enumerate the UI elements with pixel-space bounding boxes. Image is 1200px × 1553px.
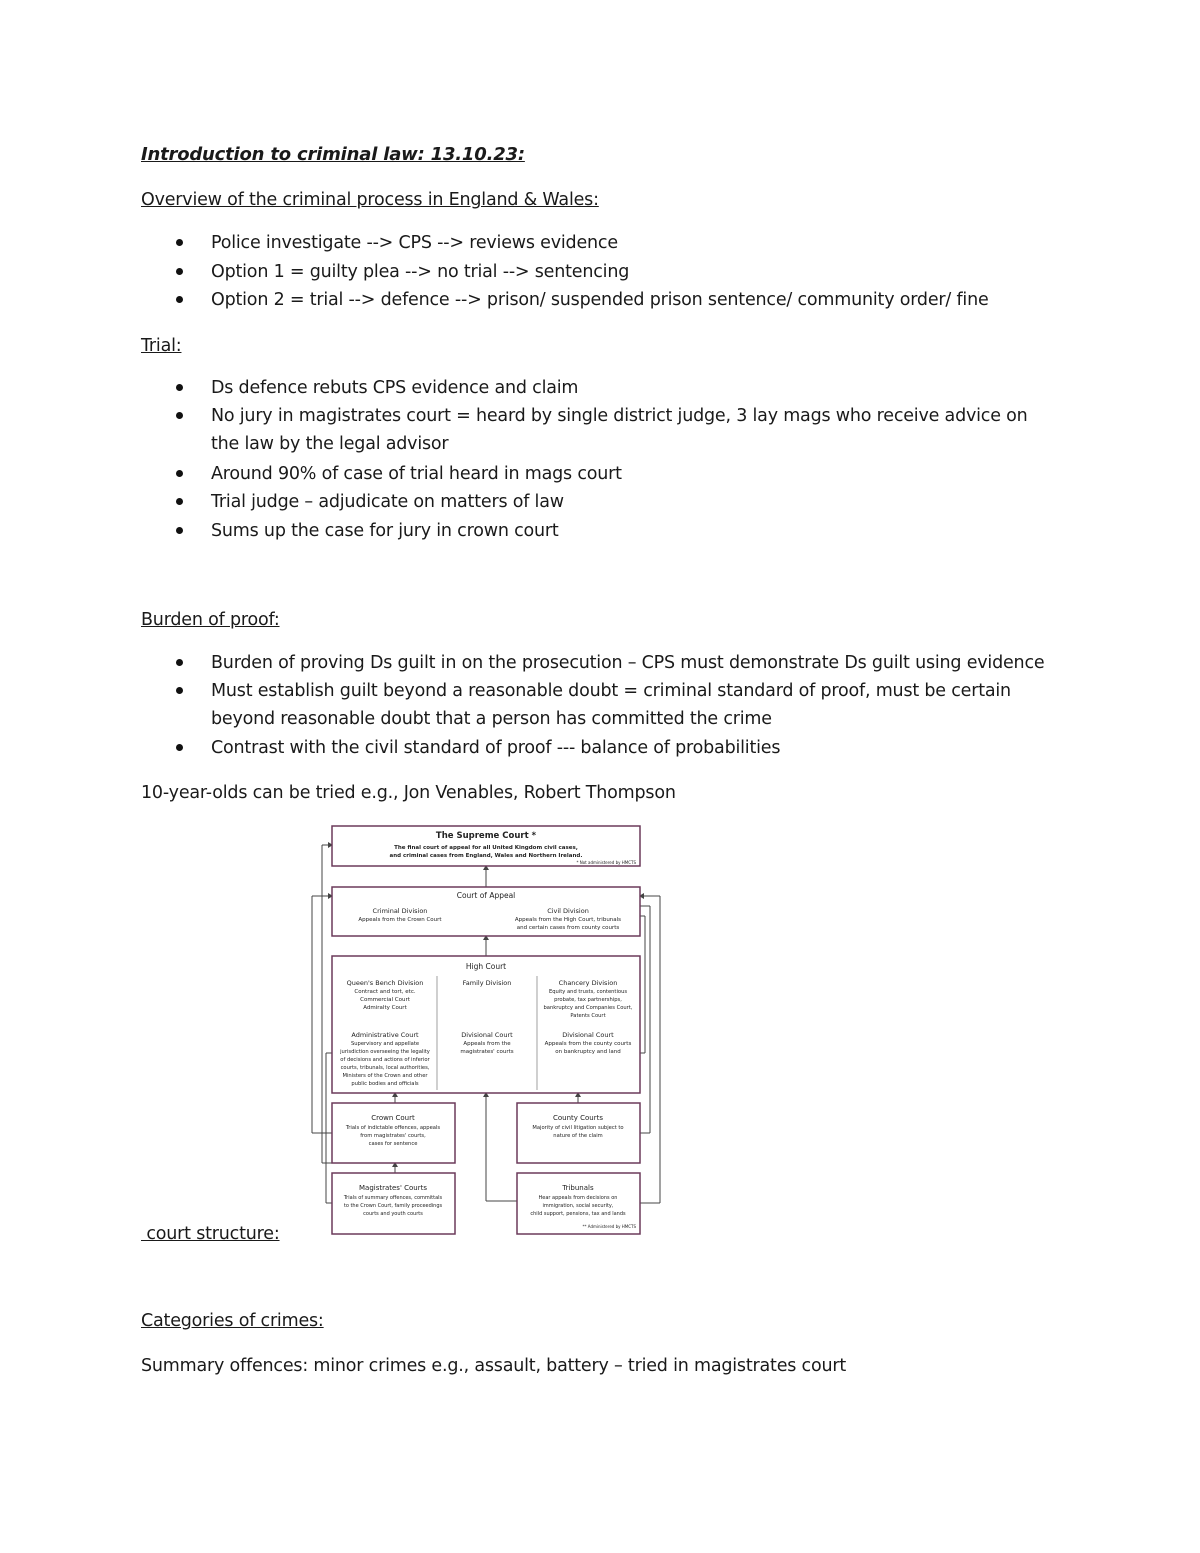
divisional-court-family-line: Appeals from the — [463, 1041, 511, 1047]
administrative-court-line: Ministers of the Crown and other — [342, 1073, 428, 1079]
crown-court-title: Crown Court — [371, 1114, 415, 1122]
trial-item-4: Trial judge – adjudicate on matters of law — [211, 492, 564, 512]
trial-item-5: Sums up the case for jury in crown court — [211, 521, 559, 541]
qbd-line: Commercial Court — [360, 997, 410, 1003]
supreme-court-line: and criminal cases from England, Wales and Northern Ireland. — [389, 853, 583, 859]
page-title: Introduction to criminal law: 13.10.23: — [141, 144, 525, 165]
chancery-line: probate, tax partnerships, — [554, 997, 622, 1003]
burden-item-2: Must establish guilt beyond a reasonable doubt = criminal standard of proof, must be certain — [211, 681, 1011, 701]
magistrates-courts-line: Trials of summary offences, committals — [343, 1195, 443, 1201]
divisional-court-chancery-line: Appeals from the county courts — [544, 1041, 632, 1047]
divisional-court-family-title: Divisional Court — [461, 1031, 513, 1039]
administrative-court-title: Administrative Court — [351, 1031, 419, 1039]
divisional-court-chancery-title: Divisional Court — [562, 1031, 614, 1039]
county-courts-title: County Courts — [552, 1114, 604, 1122]
supreme-court-note: * Not administered by HMCTS — [576, 860, 636, 865]
administrative-court-line: public bodies and officials — [351, 1081, 419, 1087]
court-structure-diagram — [300, 818, 670, 1238]
county-courts-line: nature of the claim — [553, 1133, 603, 1139]
magistrates-courts-title: Magistrates' Courts — [358, 1184, 428, 1192]
county-courts-line: Majority of civil litigation subject to — [532, 1125, 624, 1131]
supreme-court-title: The Supreme Court * — [435, 831, 537, 841]
bullet — [176, 412, 183, 419]
bullet — [176, 239, 183, 246]
supreme-court-line: The final court of appeal for all United Kingdom civil cases, — [394, 845, 578, 851]
criminal-division-text: Appeals from the Crown Court — [358, 917, 442, 923]
chancery-division-title: Chancery Division — [558, 979, 618, 987]
qbd-title: Queen's Bench Division — [346, 979, 424, 987]
civil-division-title: Civil Division — [547, 907, 589, 915]
administrative-court-line: Supervisory and appellate — [350, 1041, 420, 1047]
qbd-line: Contract and tort, etc. — [354, 989, 416, 995]
tribunals-note: ** Administered by HMCTS — [582, 1224, 636, 1229]
bullet — [176, 687, 183, 694]
divisional-court-family-line: magistrates' courts — [460, 1049, 514, 1055]
civil-division-line: and certain cases from county courts — [516, 925, 620, 931]
burden-item-3: Contrast with the civil standard of proof --- balance of probabilities — [211, 738, 781, 758]
burden-heading: Burden of proof: — [141, 610, 280, 630]
family-division-title: Family Division — [462, 979, 512, 987]
bullet — [176, 527, 183, 534]
categories-heading: Categories of crimes: — [141, 1311, 324, 1331]
age-note: 10-year-olds can be tried e.g., Jon Venables, Robert Thompson — [141, 783, 676, 803]
trial-item-3: Around 90% of case of trial heard in mags court — [211, 464, 622, 484]
crown-court-line: Trials of indictable offences, appeals — [345, 1125, 441, 1131]
bullet — [176, 744, 183, 751]
trial-item-1: Ds defence rebuts CPS evidence and claim — [211, 378, 579, 398]
administrative-court-line: of decisions and actions of inferior — [340, 1057, 430, 1063]
bullet — [176, 498, 183, 505]
crown-court-line: cases for sentence — [368, 1141, 418, 1147]
bullet — [176, 470, 183, 477]
overview-item-2: Option 1 = guilty plea --> no trial --> sentencing — [211, 262, 630, 282]
court-of-appeal-title: Court of Appeal — [456, 891, 516, 900]
burden-item-1: Burden of proving Ds guilt in on the prosecution – CPS must demonstrate Ds guilt using evidence — [211, 653, 1045, 673]
overview-heading: Overview of the criminal process in England & Wales: — [141, 190, 599, 210]
high-court-title: High Court — [465, 962, 507, 971]
tribunals-title: Tribunals — [562, 1184, 594, 1192]
bullet — [176, 268, 183, 275]
burden-item-2-cont: beyond reasonable doubt that a person has committed the crime — [211, 709, 772, 729]
bullet — [176, 659, 183, 666]
tribunals-line: Hear appeals from decisions on — [538, 1195, 618, 1201]
chancery-line: bankruptcy and Companies Court, — [543, 1005, 633, 1011]
summary-offences: Summary offences: minor crimes e.g., assault, battery – tried in magistrates court — [141, 1356, 847, 1376]
divisional-court-chancery-line: on bankruptcy and land — [555, 1049, 621, 1055]
bullet — [176, 384, 183, 391]
administrative-court-line: courts, tribunals, local authorities, — [340, 1065, 430, 1071]
trial-item-2-cont: the law by the legal advisor — [211, 434, 449, 454]
bullet — [176, 296, 183, 303]
chancery-line: Patents Court — [570, 1013, 606, 1019]
tribunals-line: child support, pensions, tax and lands — [530, 1211, 626, 1217]
administrative-court-line: jurisdiction overseeing the legality — [340, 1049, 430, 1055]
tribunals-line: immigration, social security, — [542, 1203, 614, 1209]
trial-heading: Trial: — [141, 336, 182, 356]
qbd-line: Admiralty Court — [363, 1005, 407, 1011]
criminal-division-title: Criminal Division — [372, 907, 428, 915]
magistrates-courts-line: courts and youth courts — [363, 1211, 423, 1217]
court-structure-label: court structure: — [141, 1224, 280, 1244]
trial-item-2: No jury in magistrates court = heard by single district judge, 3 lay mags who receive advice on — [211, 406, 1028, 426]
overview-item-1: Police investigate --> CPS --> reviews evidence — [211, 233, 618, 253]
crown-court-line: from magistrates' courts, — [360, 1133, 426, 1139]
overview-item-3: Option 2 = trial --> defence --> prison/ suspended prison sentence/ community order/ fine — [211, 290, 989, 310]
magistrates-courts-line: to the Crown Court, family proceedings — [343, 1203, 443, 1209]
chancery-line: Equity and trusts, contentious — [548, 989, 628, 995]
civil-division-line: Appeals from the High Court, tribunals — [514, 917, 622, 923]
